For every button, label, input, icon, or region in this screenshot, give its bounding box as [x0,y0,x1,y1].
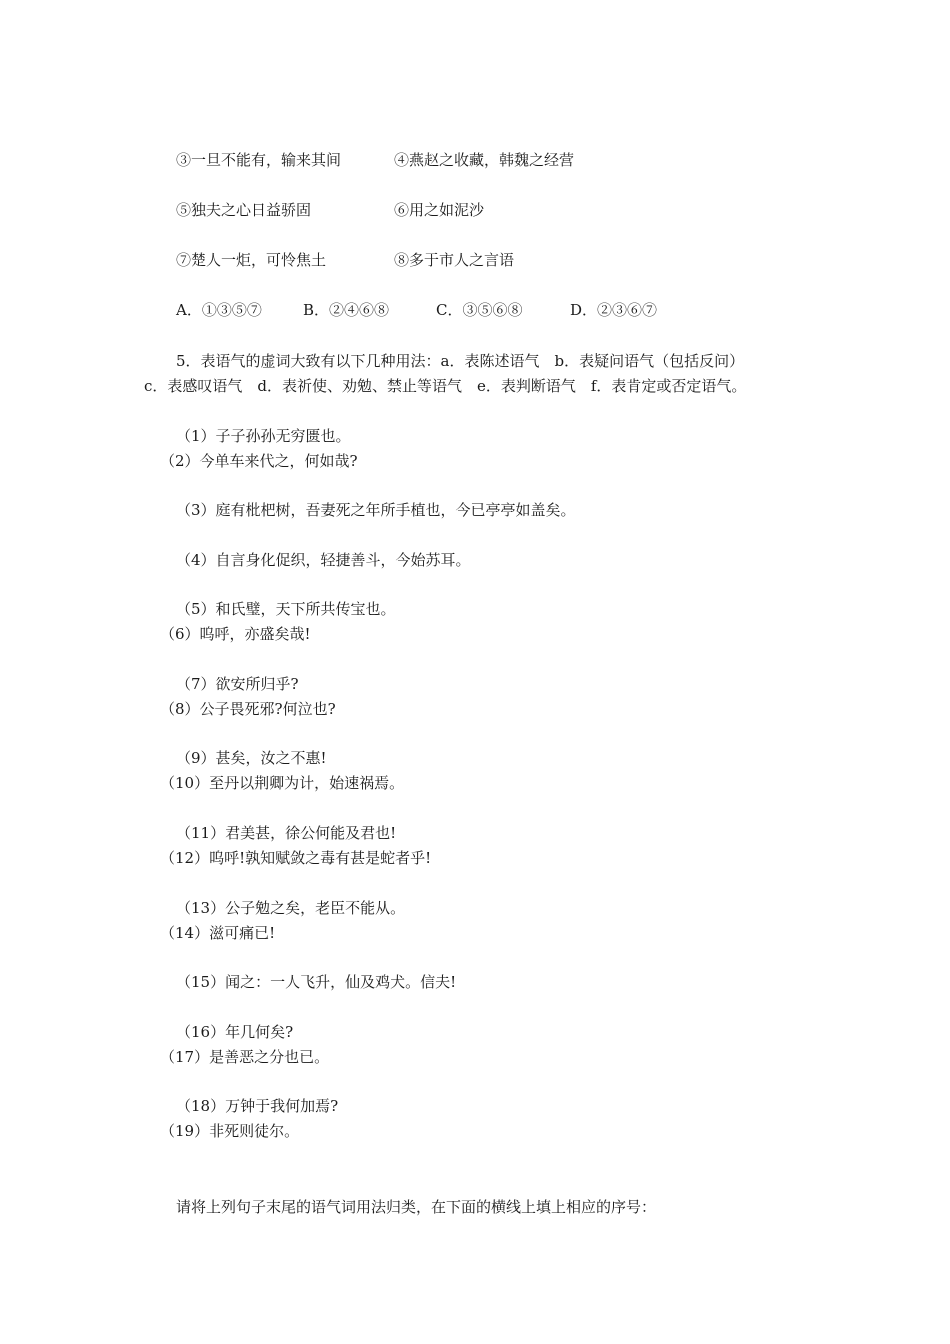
choice-item-6: ⑥用之如泥沙 [394,201,485,219]
option-a: A．①③⑤⑦ [176,301,262,319]
sentence-11: （11）君美甚，徐公何能及君也! [176,824,397,842]
choice-item-7: ⑦楚人一炬，可怜焦土 [176,251,327,269]
sentence-13: （13）公子勉之矣，老臣不能从。 [176,899,406,917]
sentence-19: （19）非死则徒尔。 [160,1122,300,1140]
sentence-2: （2）今单车来代之，何如哉? [160,452,358,470]
option-b: B．②④⑥⑧ [303,301,390,319]
sentence-16: （16）年几何矣? [176,1023,294,1041]
sentence-6: （6）呜呼，亦盛矣哉! [160,625,311,643]
choice-item-4: ④燕赵之收藏，韩魏之经营 [394,151,575,169]
sentence-10: （10）至丹以荆卿为计，始速祸焉。 [160,774,405,792]
sentence-7: （7）欲安所归乎? [176,675,299,693]
option-c: C．③⑤⑥⑧ [436,301,523,319]
sentence-8: （8）公子畏死邪?何泣也? [160,700,336,718]
question-5-intro: 5．表语气的虚词大致有以下几种用法：a．表陈述语气 b．表疑问语气（包括反问） [176,352,745,370]
sentence-9: （9）甚矣，汝之不惠! [176,749,327,767]
sentence-4: （4）自言身化促织，轻捷善斗，今始苏耳。 [176,551,471,569]
sentence-15: （15）闻之：一人飞升，仙及鸡犬。信夫! [176,973,457,991]
sentence-12: （12）呜呼!孰知赋敛之毒有甚是蛇者乎! [160,849,432,867]
sentence-3: （3）庭有枇杷树，吾妻死之年所手植也，今已亭亭如盖矣。 [176,501,576,519]
sentence-17: （17）是善恶之分也已。 [160,1048,330,1066]
sentence-14: （14）滋可痛已! [160,924,276,942]
choice-item-3: ③一旦不能有，输来其间 [176,151,342,169]
choice-item-8: ⑧多于市人之言语 [394,251,515,269]
instruction-text: 请将上列句子末尾的语气词用法归类，在下面的横线上填上相应的序号： [176,1198,657,1216]
option-d: D．②③⑥⑦ [570,301,658,319]
question-5-intro-continued: c．表感叹语气 d．表祈使、劝勉、禁止等语气 e．表判断语气 f．表肯定或否定语气。 [144,377,747,395]
sentence-5: （5）和氏璧，天下所共传宝也。 [176,600,396,618]
sentence-18: （18）万钟于我何加焉? [176,1097,339,1115]
choice-item-5: ⑤独夫之心日益骄固 [176,201,312,219]
sentence-1: （1）子子孙孙无穷匮也。 [176,427,351,445]
